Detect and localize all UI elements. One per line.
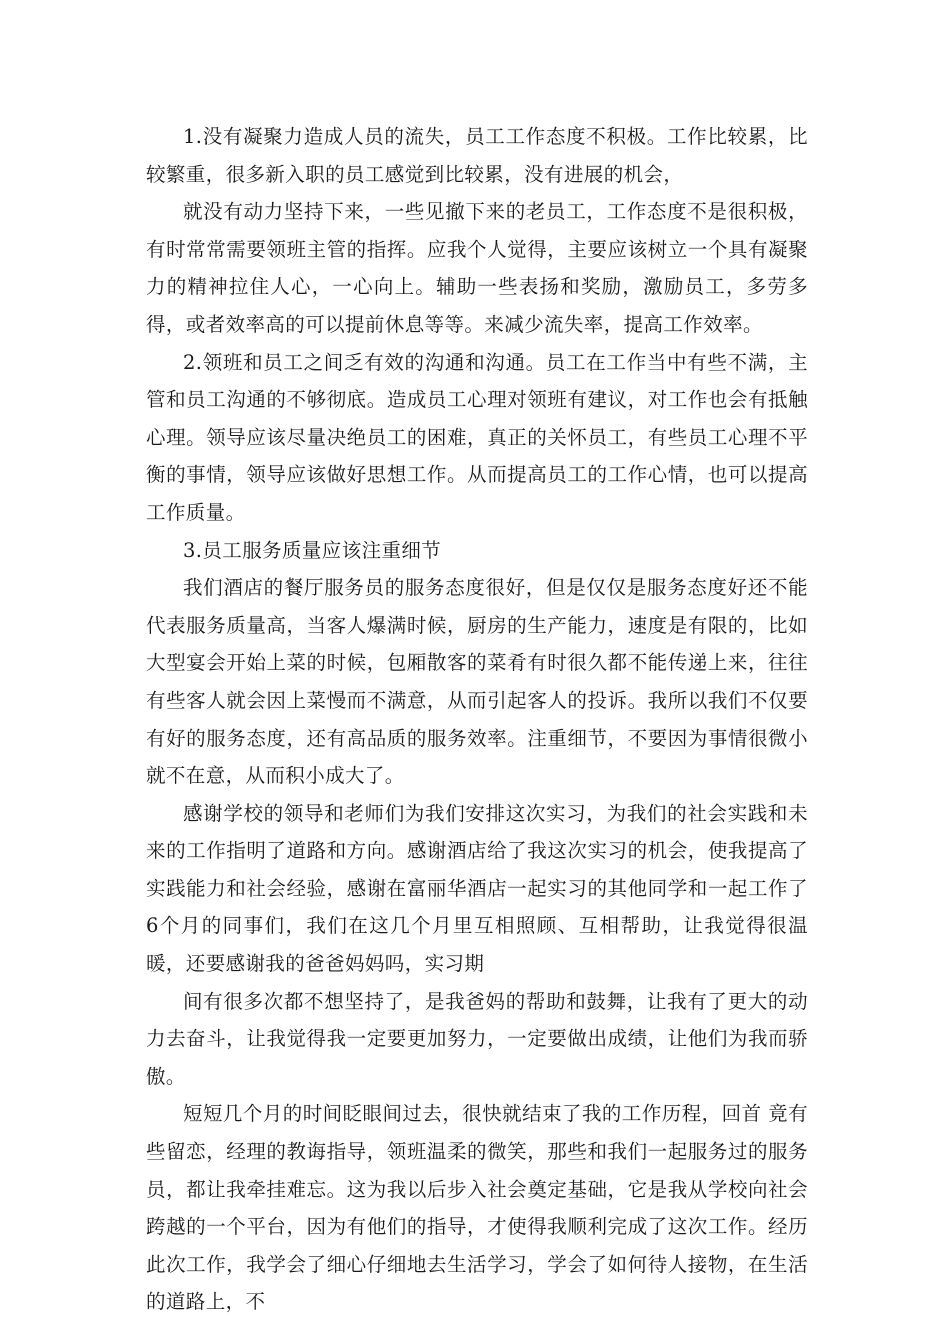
document-body (146, 118, 808, 1321)
paragraph-4-heading: 3.员工服务质量应该注重细节 (183, 538, 442, 562)
paragraph-1: 1.没有凝聚力造成人员的流失，员工工作态度不积极。工作比较累，比较繁重，很多新入职的员工感觉到比较累，没有进展的机会， (146, 125, 808, 186)
paragraph-7: 间有很多次都不想坚持了，是我爸妈的帮助和鼓舞，让我有了更大的动力去奋斗，让我觉得我一定要更加努力，一定要做出成绩，让他们为我而骄傲。 (146, 989, 808, 1088)
paragraph-5: 我们酒店的餐厅服务员的服务态度很好，但是仅仅是服务态度好还不能代表服务质量高，当客人爆满时候，厨房的生产能力，速度是有限的，比如大型宴会开始上菜的时候，包厢散客的菜肴有时很久都不能传递上来，往往有些客人就会因上菜慢而不满意，从而引起客人的投诉。我所以我们不仅要有好的服务态度，还有高品质的服务效率。注重细节，不要因为事情很微小就不在意，从而积小成大了。 (146, 576, 808, 788)
paragraph-3: 2.领班和员工之间乏有效的沟通和沟通。员工在工作当中有些不满，主管和员工沟通的不够彻底。造成员工心理对领班有建议，对工作也会有抵触心理。领导应该尽量决绝员工的困难，真正的关怀员工，有些员工心理不平衡的事情，领导应该做好思想工作。从而提高员工的工作心情，也可以提高工作质量。 (146, 350, 808, 524)
paragraph-8: 短短几个月的时间眨眼间过去，很快就结束了我的工作历程，回首 竟有些留恋，经理的教诲指导，领班温柔的微笑，那些和我们一起服务过的服务员，都让我牵挂难忘。这为我以后步入社会奠定基础，它是我从学校向社会跨越的一个平台，因为有他们的指导，才使得我顺利完成了这次工作。经历此次工作，我学会了细心仔细地去生活学习，学会了如何待人接物，在生活的道路上，不 (146, 1102, 808, 1314)
paragraph-2: 就没有动力坚持下来，一些见撤下来的老员工，工作态度不是很积极，有时常常需要领班主管的指挥。应我个人觉得，主要应该树立一个具有凝聚力的精神拉住人心，一心向上。辅助一些表扬和奖励，激励员工，多劳多得，或者效率高的可以提前休息等等。来减少流失率，提高工作效率。 (146, 200, 808, 336)
paragraph-6: 感谢学校的领导和老师们为我们安排这次实习，为我们的社会实践和未来的工作指明了道路和方向。感谢酒店给了我这次实习的机会，使我提高了实践能力和社会经验，感谢在富丽华酒店一起实习的其他同学和一起工作了6个月的同事们，我们在这几个月里互相照顾、互相帮助，让我觉得很温暖，还要感谢我的爸爸妈妈吗，实习期 (146, 801, 808, 976)
